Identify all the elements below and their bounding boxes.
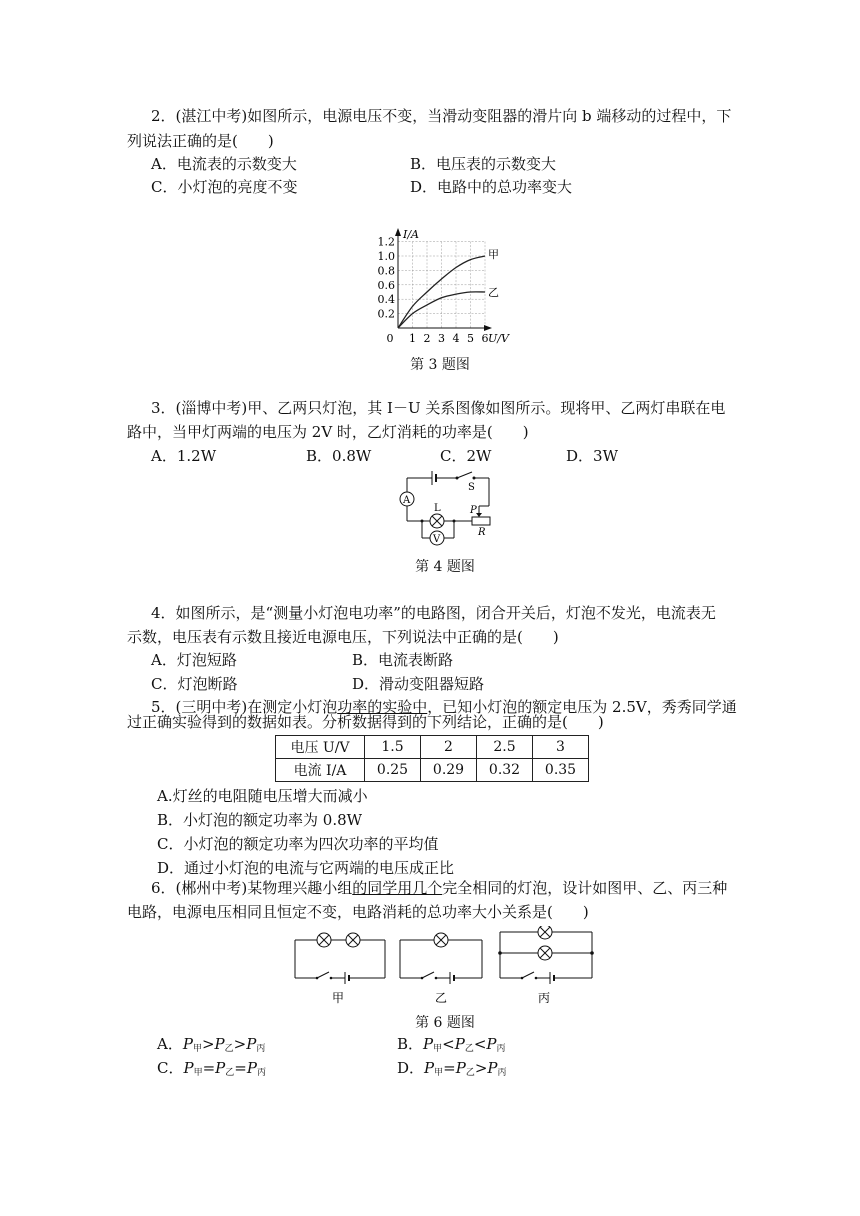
figure-6-caption: 第 6 题图	[415, 1015, 475, 1031]
q3-option-b: B．0.8W	[306, 447, 372, 465]
x-tick-label: 3	[438, 332, 445, 345]
table-cell: 1.5	[365, 736, 421, 759]
table-header-voltage: 电压 U/V	[276, 736, 365, 759]
circuit-label-jia: 甲	[332, 991, 345, 1005]
x-tick-label: 2	[423, 332, 431, 345]
slider-label: P	[470, 505, 477, 516]
rheostat-icon	[472, 517, 490, 525]
q3-option-a: A．1.2W	[151, 447, 217, 465]
circuit-yi	[400, 933, 482, 1005]
y-tick-label: 1.2	[377, 235, 395, 249]
q4-option-a: A．灯泡短路	[151, 651, 237, 669]
table-cell: 2	[421, 736, 477, 759]
table-cell: 0.25	[365, 759, 421, 782]
q5-option-b: B．小灯泡的额定功率为 0.8W	[157, 811, 363, 829]
q5-option-a: A.灯丝的电阻随电压增大而减小	[157, 787, 368, 805]
y-tick-label: 0.4	[377, 293, 395, 307]
table-cell: 0.35	[533, 759, 589, 782]
q5-stem-line1: 5．(三明中考)在测定小灯泡功率的实验中，已知小灯泡的额定电压为 2.5V，秀秀同学通	[151, 698, 737, 716]
q4-stem-line2: 示数，电压表有示数且接近电源电压，下列说法中正确的是( )	[127, 628, 559, 646]
x-axis-arrow	[484, 325, 492, 331]
q2-stem-line2: 列说法正确的是( )	[127, 132, 274, 150]
x-axis-label: U/V	[488, 332, 509, 345]
table-row	[276, 736, 589, 759]
y-tick-label: 0.8	[377, 264, 395, 278]
lamp-icon	[538, 946, 552, 960]
q3-option-d: D．3W	[566, 447, 618, 465]
ammeter-label: A	[403, 495, 411, 506]
q4-option-b: B．电流表断路	[352, 651, 454, 669]
table-cell: 0.29	[421, 759, 477, 782]
q2-option-d: D．电路中的总功率变大	[410, 178, 573, 196]
y-axis-arrow	[395, 228, 401, 236]
circuit-label-bing: 丙	[538, 991, 551, 1005]
circuit-jia	[295, 933, 385, 1005]
switch-icon	[457, 472, 472, 478]
voltmeter-label: V	[433, 534, 441, 545]
q4-option-c: C．灯泡断路	[151, 675, 238, 693]
figure-4-caption: 第 4 题图	[415, 559, 475, 575]
x-tick-label: 4	[452, 332, 460, 345]
q5-option-c: C．小灯泡的额定功率为四次功率的平均值	[157, 835, 439, 853]
lamp-icon	[317, 933, 331, 947]
x-tick-label: 1	[409, 332, 416, 345]
q5-data-table	[275, 735, 589, 782]
x-tick-label: 5	[467, 332, 474, 345]
q3-stem-line1: 3．(淄博中考)甲、乙两只灯泡，其 I－U 关系图像如图所示。现将甲、乙两灯串联在电	[151, 399, 726, 417]
q6-option-a: A．$P_甲>P_乙>P_丙$	[157, 1035, 266, 1054]
figure-4-circuit	[392, 466, 502, 550]
q3-stem-line2: 路中，当甲灯两端的电压为 2V 时，乙灯消耗的功率是( )	[127, 423, 529, 441]
table-cell: 2.5	[477, 736, 533, 759]
y-tick-label: 1.0	[377, 250, 395, 263]
series-jia-label: 甲	[488, 248, 499, 261]
q2-stem-line1: 2．(湛江中考)如图所示，电源电压不变，当滑动变阻器的滑片向 b 端移动的过程中，下	[151, 107, 732, 125]
q6-option-d: D．$P_甲=P_乙>P_丙$	[397, 1059, 507, 1078]
lamp-icon	[434, 933, 448, 947]
x-tick-label: 6	[481, 332, 489, 345]
y-tick-label: 0.2	[377, 307, 395, 321]
q6-option-c: C．$P_甲=P_乙=P_丙$	[157, 1059, 266, 1078]
q5-stem-line2: 过正确实验得到的数据如表。分析数据得到的下列结论，正确的是( )	[127, 713, 604, 731]
q3-option-c: C．2W	[440, 447, 492, 465]
q4-option-d: D．滑动变阻器短路	[352, 675, 485, 693]
q4-stem-line1: 4．如图所示，是“测量小灯泡电功率”的电路图，闭合开关后，灯泡不发光，电流表无	[151, 604, 716, 622]
y-axis-label: I/A	[403, 228, 419, 241]
y-tick-label: 0.6	[377, 278, 395, 292]
q2-option-a: A．电流表的示数变大	[151, 155, 297, 173]
table-header-current: 电流 I/A	[276, 759, 365, 782]
lamp-label: L	[434, 503, 441, 514]
q2-option-b: B．电压表的示数变大	[410, 155, 557, 173]
circuit-bing	[498, 926, 594, 1005]
figure-3-caption: 第 3 题图	[410, 357, 470, 373]
lamp-icon	[346, 933, 360, 947]
q5-option-d: D．通过小灯泡的电流与它两端的电压成正比	[157, 859, 455, 877]
table-row	[276, 759, 589, 782]
table-cell: 0.32	[477, 759, 533, 782]
table-cell: 3	[533, 736, 589, 759]
x-tick-label: 0	[386, 332, 394, 345]
i-u-chart	[360, 222, 520, 346]
resistor-label: R	[478, 527, 486, 538]
q2-option-c: C．小灯泡的亮度不变	[151, 178, 298, 196]
q6-stem-line1: 6．(郴州中考)某物理兴趣小组的同学用几个完全相同的灯泡，设计如图甲、乙、丙三种	[151, 879, 728, 897]
switch-label: S	[468, 482, 475, 493]
figure-6-circuits	[290, 926, 610, 1010]
series-yi-label: 乙	[488, 286, 499, 299]
lamp-icon	[538, 926, 552, 939]
circuit-label-yi: 乙	[435, 991, 448, 1005]
q6-stem-line2: 电路，电源电压相同且恒定不变，电路消耗的总功率大小关系是( )	[127, 903, 589, 921]
q6-option-b: B．$P_甲<P_乙<P_丙$	[397, 1035, 506, 1054]
